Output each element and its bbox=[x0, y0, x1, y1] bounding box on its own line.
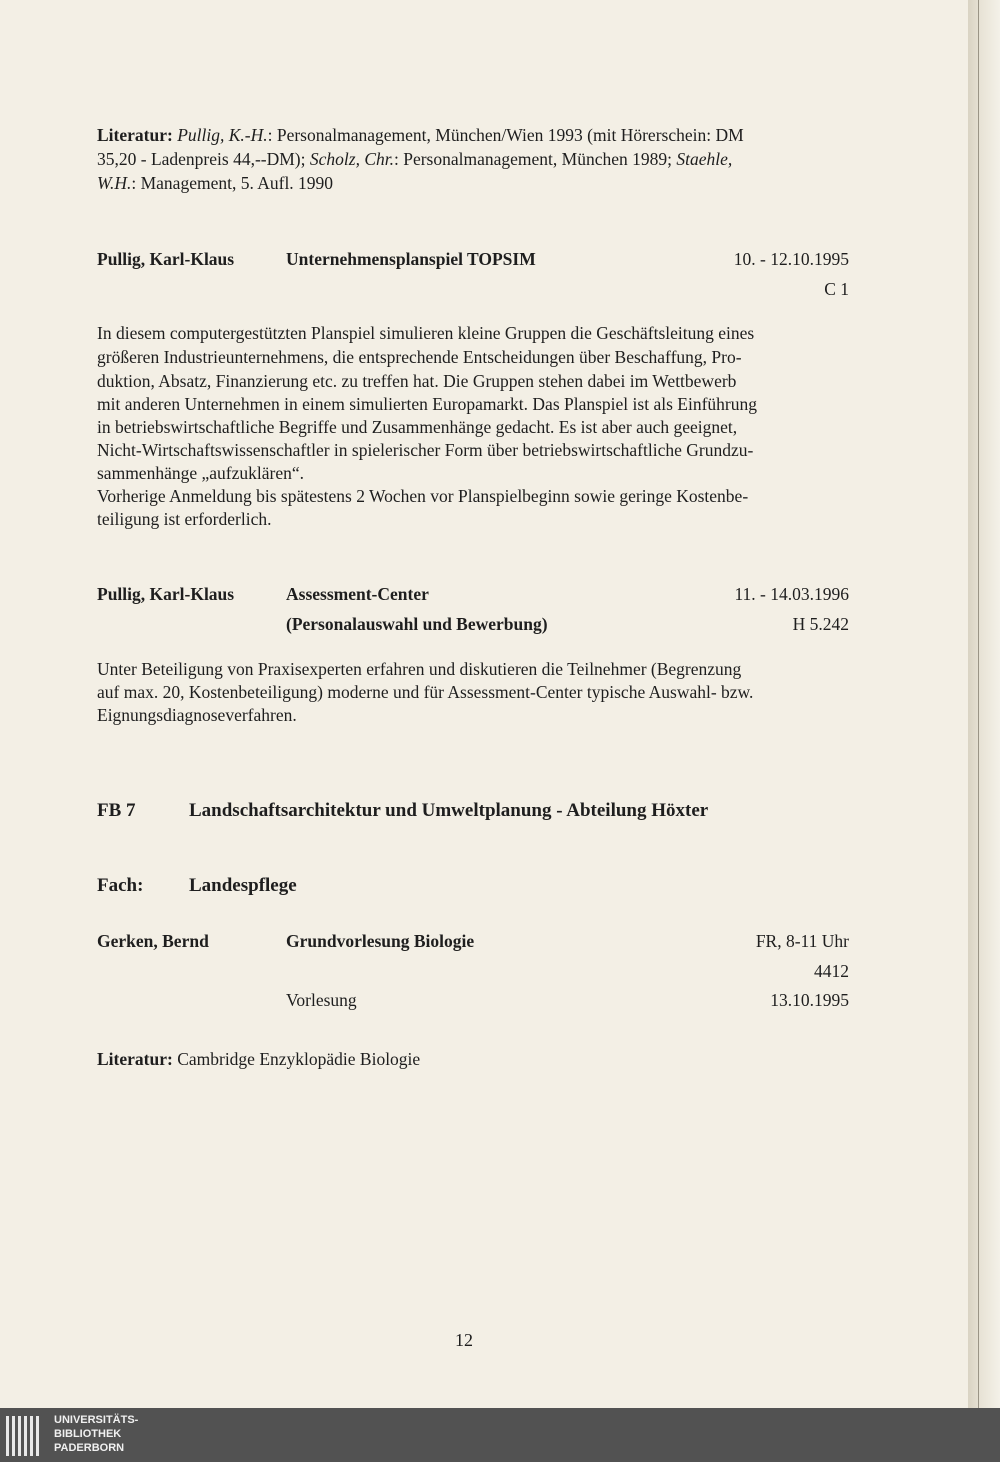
literature-text: : Personalmanagement, München 1989; bbox=[393, 149, 677, 169]
course-room: 4412 bbox=[814, 961, 849, 981]
course-date: 10. - 12.10.1995 bbox=[733, 249, 849, 269]
page-edge bbox=[968, 0, 1000, 1408]
description-line: Vorherige Anmeldung bis spätestens 2 Wochen vor Planspielbeginn sowie geringe Kostenbe- bbox=[97, 486, 749, 506]
course-title bbox=[286, 248, 536, 271]
department-name-text: Landschaftsarchitektur und Umweltplanung - Abteilung Höxter bbox=[189, 800, 709, 821]
course-lecturer bbox=[97, 930, 209, 953]
lecturer-name: Pullig, Karl-Klaus bbox=[97, 584, 235, 604]
literature-line-2 bbox=[97, 148, 732, 171]
course-room: C 1 bbox=[824, 279, 849, 299]
subject-label bbox=[97, 875, 143, 898]
course-title-text: Assessment-Center bbox=[286, 584, 429, 604]
department-code bbox=[97, 800, 136, 823]
department-name bbox=[189, 800, 708, 823]
lecturer-name: Gerken, Bernd bbox=[97, 931, 209, 951]
description-line: in betriebswirtschaftliche Begriffe und Zusammenhänge gedacht. Es ist aber auch geeignet, bbox=[97, 417, 738, 437]
course-title bbox=[286, 930, 474, 953]
course-type: Vorlesung bbox=[286, 990, 357, 1010]
library-footer bbox=[0, 1408, 1000, 1462]
description-line: In diesem computergestützten Planspiel simulieren kleine Gruppen die Geschäftsleitung eines bbox=[97, 323, 755, 343]
literature-author: W.H. bbox=[97, 173, 132, 193]
course-date: 13.10.1995 bbox=[770, 990, 849, 1010]
subject-label-text: Fach: bbox=[97, 875, 144, 896]
course-title-text: Unternehmensplanspiel TOPSIM bbox=[286, 249, 536, 269]
literature-text: : Management, 5. Aufl. 1990 bbox=[131, 173, 334, 193]
description-line: duktion, Absatz, Finanzierung etc. zu treffen hat. Die Gruppen stehen dabei im Wettbewerb bbox=[97, 371, 737, 391]
course-room: H 5.242 bbox=[792, 614, 849, 634]
course-time: FR, 8-11 Uhr bbox=[755, 931, 849, 951]
literature-author: Staehle, bbox=[676, 149, 733, 169]
course-title-text: Grundvorlesung Biologie bbox=[286, 931, 475, 951]
page-edge-line bbox=[978, 0, 979, 1408]
literature-text: : Personalmanagement, München/Wien 1993 (mit Hörerschein: DM bbox=[267, 125, 744, 145]
description-line: Eignungsdiagnoseverfahren. bbox=[97, 705, 297, 725]
course-lecturer bbox=[97, 248, 234, 271]
lecturer-name: Pullig, Karl-Klaus bbox=[97, 249, 235, 269]
description-line: Nicht-Wirtschaftswissenschaftler in spielerischer Form über betriebswirtschaftliche Grundzu- bbox=[97, 440, 754, 460]
literature-line bbox=[97, 1048, 420, 1071]
library-logo-text bbox=[54, 1413, 138, 1455]
literature-text: Cambridge Enzyklopädie Biologie bbox=[177, 1049, 421, 1069]
subject-name bbox=[189, 875, 297, 898]
library-logo-icon bbox=[6, 1416, 46, 1456]
literature-line-3 bbox=[97, 172, 333, 195]
description-line: sammenhänge „aufzuklären“. bbox=[97, 463, 304, 483]
logo-line-3: PADERBORN bbox=[54, 1442, 125, 1454]
course-title bbox=[286, 583, 429, 606]
literature-author: Scholz, Chr. bbox=[309, 149, 394, 169]
literature-text: 35,20 - Ladenpreis 44,--DM); bbox=[97, 149, 310, 169]
logo-line-1: UNIVERSITÄTS- bbox=[54, 1414, 139, 1426]
logo-line-2: BIBLIOTHEK bbox=[54, 1428, 122, 1440]
literature-line-1 bbox=[97, 124, 744, 147]
description-line: auf max. 20, Kostenbeteiligung) moderne und für Assessment-Center typische Auswahl- bzw. bbox=[97, 682, 754, 702]
literature-label: Literatur: bbox=[97, 125, 173, 145]
course-date: 11. - 14.03.1996 bbox=[734, 584, 849, 604]
literature-label: Literatur: bbox=[97, 1049, 173, 1069]
description-line: größeren Industrieunternehmens, die entsprechende Entscheidungen über Beschaffung, Pro- bbox=[97, 347, 742, 367]
course-subtitle bbox=[286, 613, 548, 636]
literature-author: Pullig, K.-H. bbox=[177, 125, 268, 145]
course-subtitle-text: (Personalauswahl und Bewerbung) bbox=[286, 614, 548, 634]
department-code-text: FB 7 bbox=[97, 800, 136, 821]
subject-name-text: Landespflege bbox=[189, 875, 297, 896]
description-line: teiligung ist erforderlich. bbox=[97, 509, 272, 529]
course-lecturer bbox=[97, 583, 234, 606]
description-line: mit anderen Unternehmen in einem simulierten Europamarkt. Das Planspiel ist als Einführung bbox=[97, 394, 757, 414]
page-number: 12 bbox=[455, 1330, 473, 1350]
description-line: Unter Beteiligung von Praxisexperten erfahren und diskutieren die Teilnehmer (Begrenzung bbox=[97, 659, 742, 679]
